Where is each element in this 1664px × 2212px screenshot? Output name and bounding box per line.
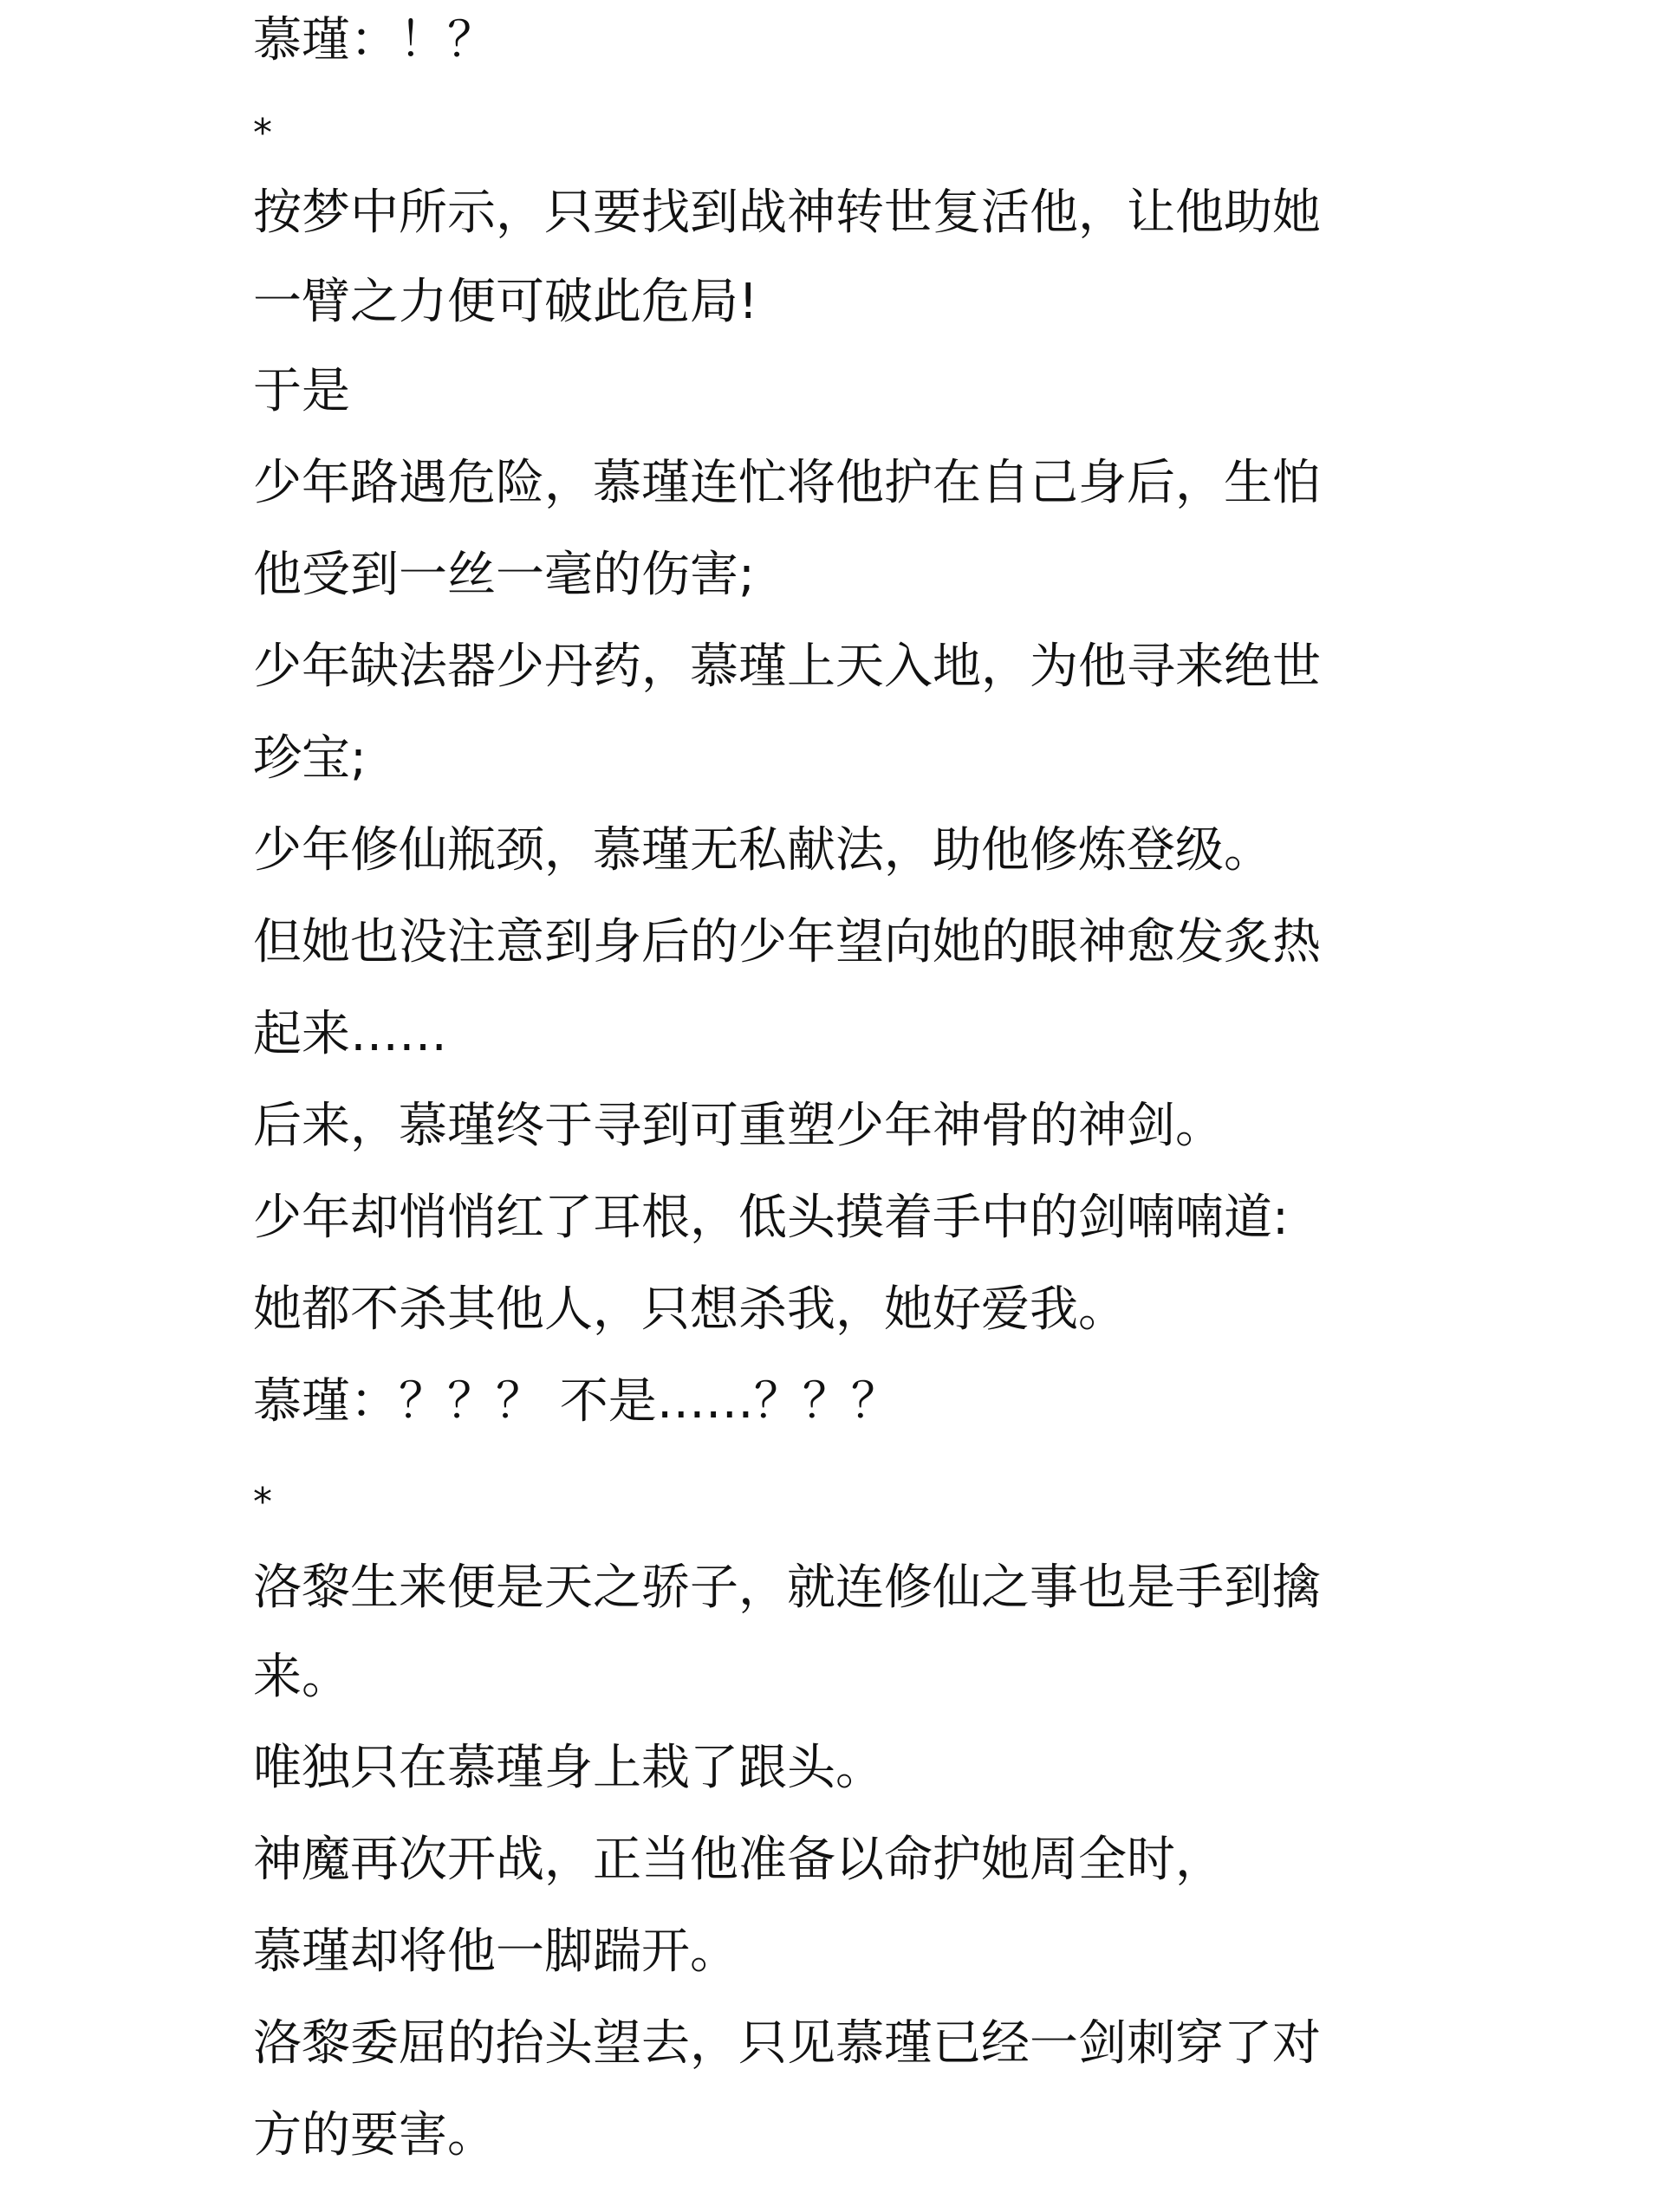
text-line: 唯独只在慕瑾身上栽了跟头。 [253, 1740, 884, 1796]
text-line: 来。 [253, 1649, 350, 1705]
text-line: 他受到一丝一毫的伤害; [253, 547, 755, 603]
text-line: 于是 [253, 363, 350, 419]
text-line: 少年缺法器少丹药，慕瑾上天入地，为他寻来绝世 [253, 639, 1321, 695]
text-line: 少年修仙瓶颈，慕瑾无私献法，助他修炼登级。 [253, 822, 1272, 879]
text-line: 一臂之力便可破此危局! [253, 274, 758, 330]
text-line: 少年却悄悄红了耳根，低头摸着手中的剑喃喃道: [253, 1190, 1289, 1246]
text-line: 方的要害。 [253, 2107, 496, 2163]
section-divider: * [253, 1480, 272, 1524]
text-line: 洛黎生来便是天之骄子，就连修仙之事也是手到擒 [253, 1560, 1321, 1616]
text-line: 慕瑾：！？ [253, 12, 496, 68]
text-line: 但她也没注意到身后的少年望向她的眼神愈发炙热 [253, 914, 1321, 970]
text-line: 慕瑾：？？？ 不是……？？？ [253, 1373, 900, 1430]
text-line: 神魔再次开战，正当他准备以命护她周全时， [253, 1832, 1224, 1888]
text-line: 后来，慕瑾终于寻到可重塑少年神骨的神剑。 [253, 1098, 1224, 1154]
text-line: 珍宝; [253, 730, 367, 787]
text-line: 洛黎委屈的抬头望去，只见慕瑾已经一剑刺穿了对 [253, 2015, 1321, 2072]
text-line: 按梦中所示，只要找到战神转世复活他，让他助她 [253, 185, 1321, 241]
text-line: 少年路遇危险，慕瑾连忙将他护在自己身后，生怕 [253, 455, 1321, 511]
text-line: 起来…… [253, 1006, 447, 1062]
section-divider: * [253, 111, 272, 155]
text-line: 慕瑾却将他一脚踹开。 [253, 1923, 738, 1980]
text-line: 她都不杀其他人，只想杀我，她好爱我。 [253, 1281, 1127, 1338]
